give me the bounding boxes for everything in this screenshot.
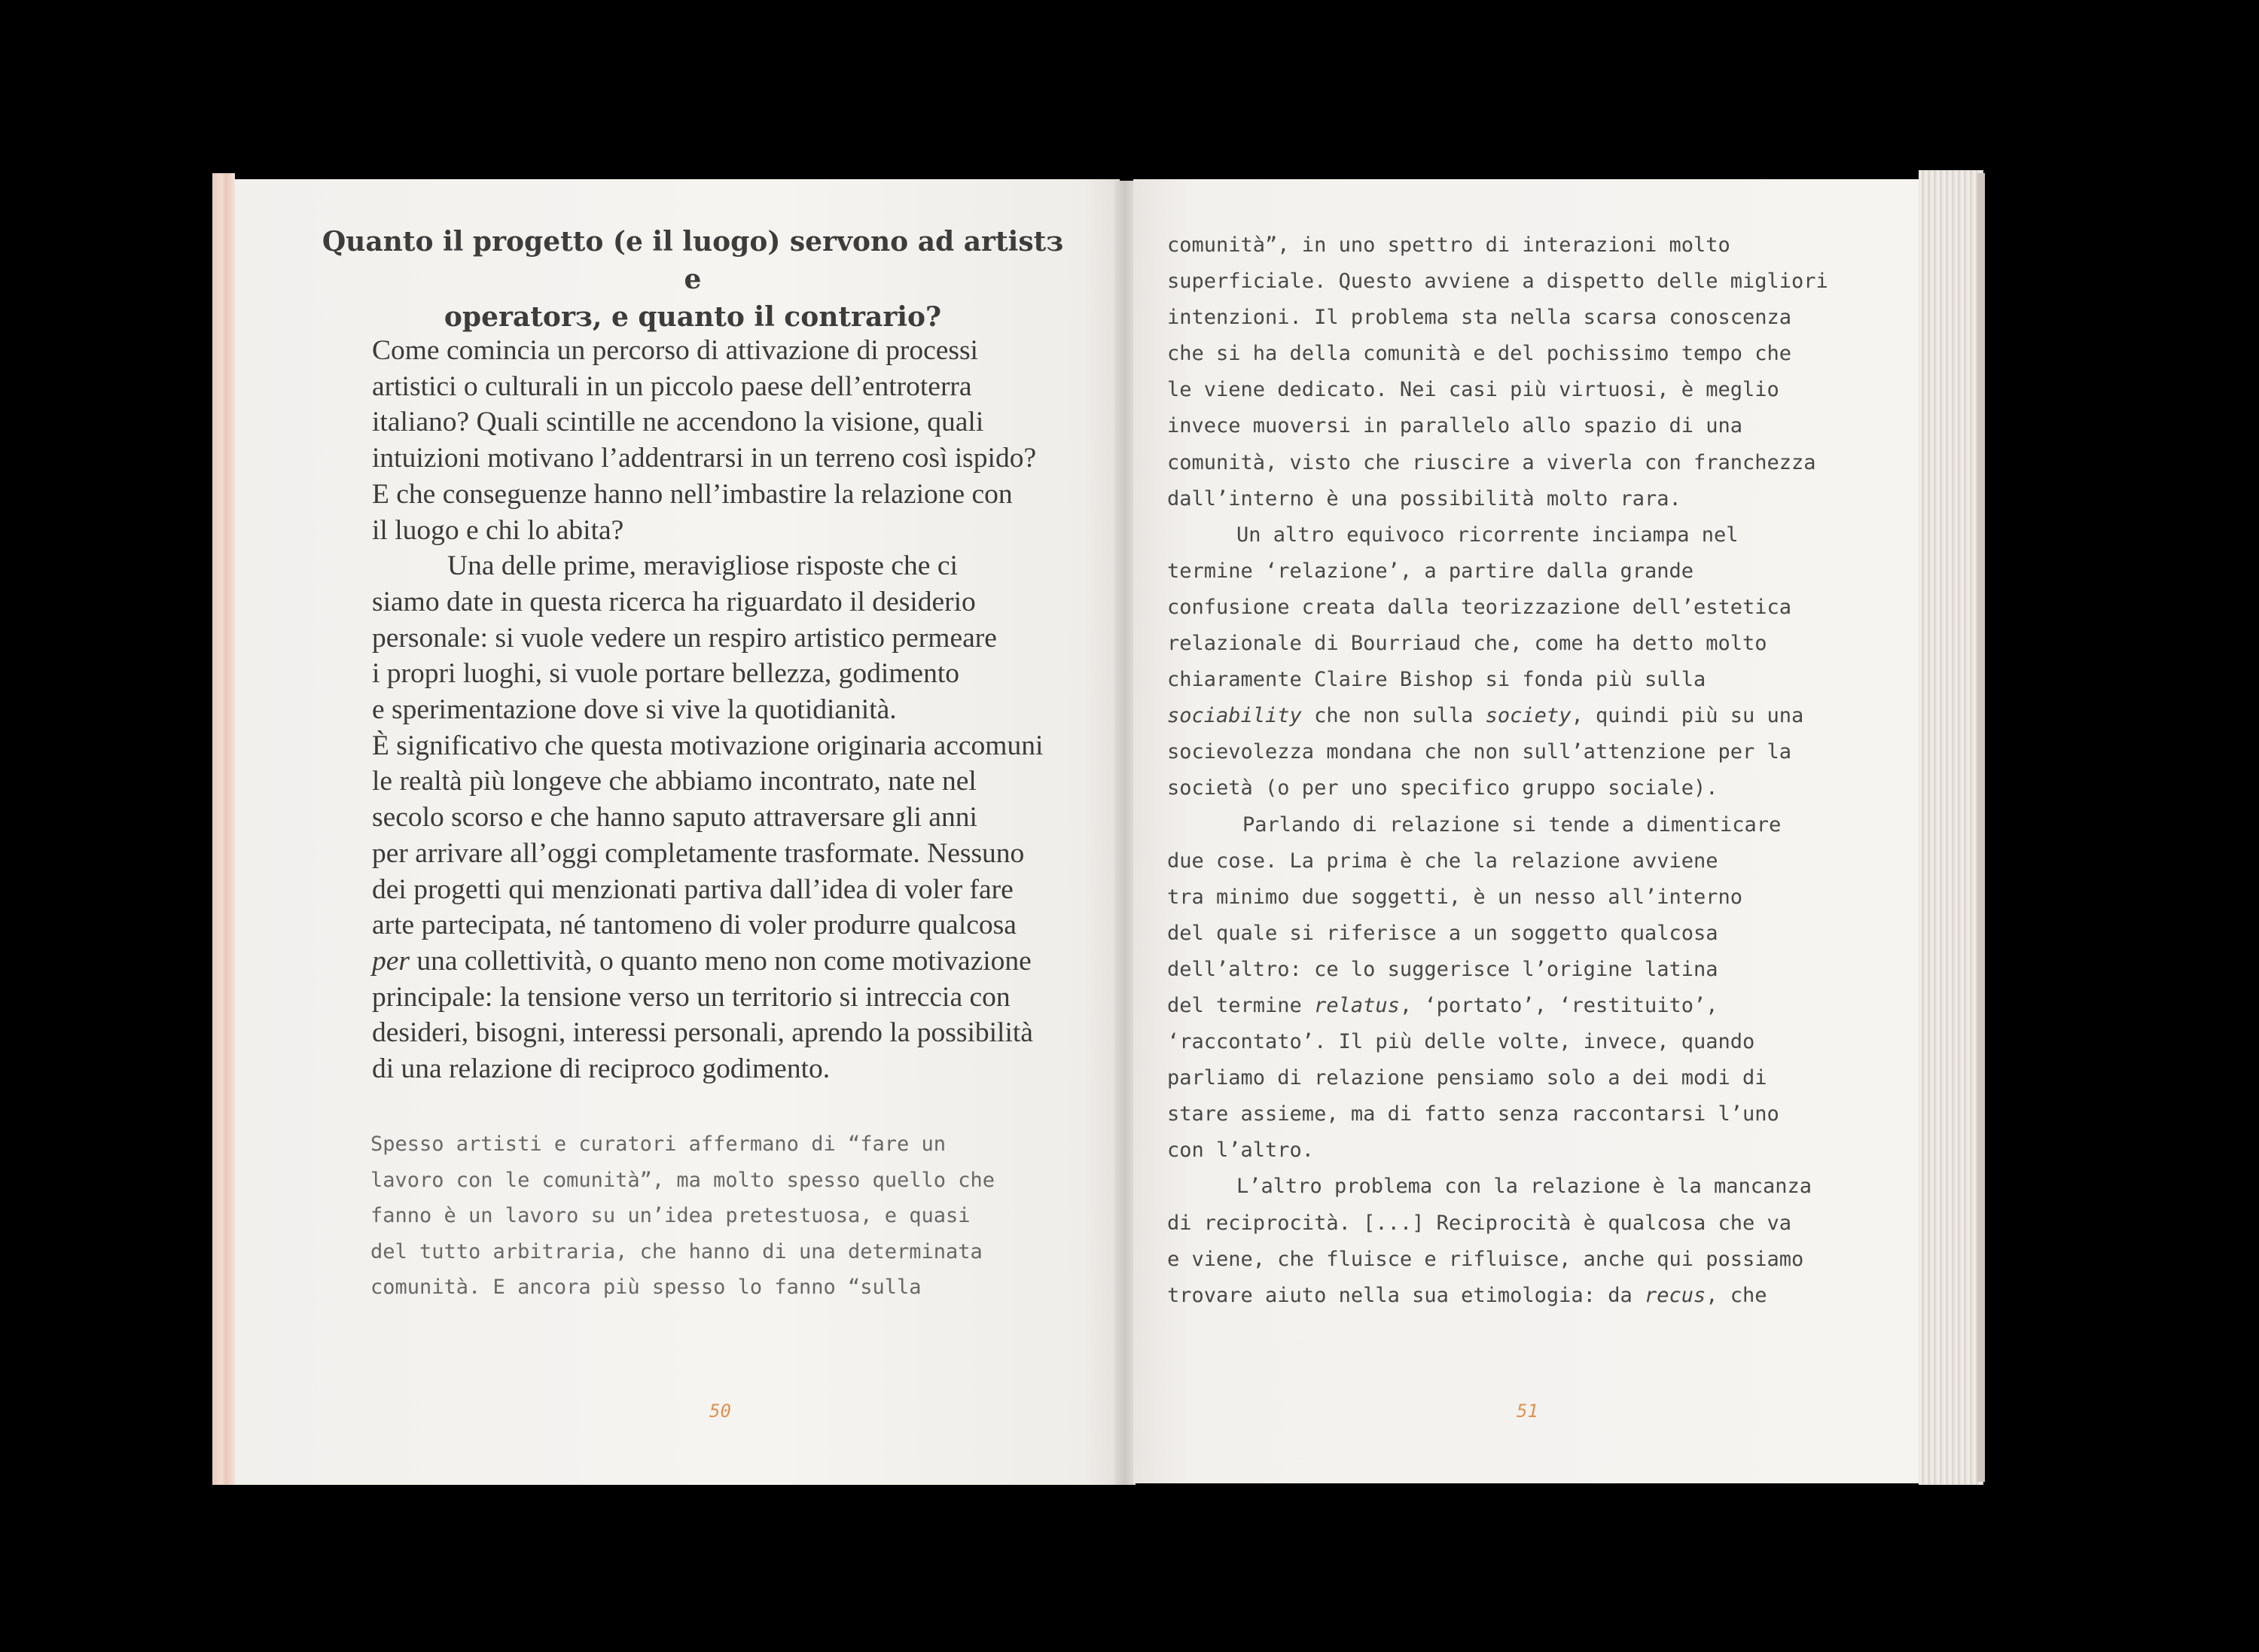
body-line: con l’altro. [1167,1138,1315,1163]
body-fragment: una collettività, o quanto meno non come motivazione [410,945,1032,977]
body-line: due cose. La prima è che la relazione avviene [1167,849,1718,873]
body-line: intuizioni motivano l’addentrarsi in un terreno così ispido? [372,443,1037,474]
body-line: tra minimo due soggetti, è un nesso all’interno [1167,885,1743,909]
body-line [1167,1278,1890,1314]
body-line: di una relazione di reciproco godimento. [372,1053,831,1085]
chapter-heading [316,223,1069,336]
page-number-left: 50 [709,1401,731,1422]
body-fragment: trovare aiuto nella sua etimologia: da [1167,1283,1645,1307]
italic-word: per [372,945,410,977]
body-line: e sperimentazione dove si vive la quotidianità. [372,694,897,726]
body-line: stare assieme, ma di fatto senza raccontarsi l’uno [1167,1102,1779,1126]
body-line: parliamo di relazione pensiamo solo a dei modi di [1167,1066,1767,1090]
book-gutter [1114,181,1136,1485]
body-line: dei progetti qui menzionati partiva dall’idea di voler fare [372,873,1014,905]
body-fragment: , che [1706,1283,1767,1307]
left-quote-text [370,1126,1093,1306]
body-line: del quale si riferisce a un soggetto qualcosa [1167,921,1718,945]
body-line: le viene dedicato. Nei casi più virtuosi, è meglio [1167,378,1779,402]
body-line: italiano? Quali scintille ne accendono la visione, quali [372,407,984,438]
body-line [1167,988,1890,1024]
body-line: personale: si vuole vedere un respiro artistico permeare [372,622,997,654]
page-number-right: 51 [1517,1401,1538,1422]
body-line: comunità”, in uno spettro di interazioni molto [1167,233,1730,257]
body-line: artistici o culturali in un piccolo paese dell’entroterra [372,370,972,402]
body-line: intenzioni. Il problema sta nella scarsa conoscenza [1167,306,1792,330]
italic-word: sociability [1167,704,1302,728]
body-line: e viene, che fluisce e rifluisce, anche qui possiamo [1167,1247,1804,1271]
body-line: Una delle prime, meravigliose risposte che ci [447,550,958,582]
body-line: socievolezza mondana che non sull’attenzione per la [1167,740,1792,764]
body-line: dall’interno è una possibilità molto rara. [1167,486,1681,511]
body-line: chiaramente Claire Bishop si fonda più sulla [1167,668,1706,692]
body-fragment: , quindi più su una [1571,704,1804,728]
body-line: confusione creata dalla teorizzazione dell’estetica [1167,595,1792,619]
body-line: per arrivare all’oggi completamente trasformate. Nessuno [372,837,1025,869]
right-body-text [1167,227,1890,1314]
italic-word: relatus [1314,993,1400,1017]
body-line: il luogo e chi lo abita? [372,514,624,546]
quote-line: fanno è un lavoro su un’idea pretestuosa, e quasi [370,1204,971,1227]
left-page-edges [212,173,235,1485]
body-line: superficiale. Questo avviene a dispetto delle migliori [1167,270,1828,294]
body-line: secolo scorso e che hanno saputo attraversare gli anni [372,802,977,834]
body-fragment: che non sulla [1301,704,1486,728]
body-line: relazionale di Bourriaud che, come ha detto molto [1167,632,1767,656]
body-line: società (o per uno specifico gruppo sociale). [1167,776,1718,800]
quote-line: lavoro con le comunità”, ma molto spesso quello che [370,1168,995,1192]
right-page-edges [1919,170,1983,1485]
body-line: invece muoversi in parallelo allo spazio di una [1167,414,1743,438]
body-line: desideri, bisogni, interessi personali, aprendo la possibilità [372,1017,1033,1049]
italic-word: society [1485,704,1572,728]
body-line: Parlando di relazione si tende a dimenticare [1242,812,1782,837]
body-line: È significativo che questa motivazione originaria accomuni [372,730,1044,761]
body-line: i propri luoghi, si vuole portare bellezza, godimento [372,658,959,690]
quote-line: Spesso artisti e curatori affermano di “fare un [370,1132,947,1156]
body-line: E che conseguenze hanno nell’imbastire la relazione con [372,478,1013,510]
body-line [1167,698,1890,734]
body-line: termine ‘relazione’, a partire dalla grande [1167,559,1693,583]
body-line: principale: la tensione verso un territorio si intreccia con [372,981,1011,1013]
body-line: L’altro problema con la relazione è la mancanza [1236,1175,1812,1199]
body-line: ‘raccontato’. Il più delle volte, invece, quando [1167,1030,1755,1054]
heading-line: Quanto il progetto (e il luogo) servono ad artistз e [322,226,1064,295]
body-line: Un altro equivoco ricorrente inciampa nel [1236,523,1739,547]
quote-line: del tutto arbitraria, che hanno di una determinata [370,1239,983,1263]
body-line: Come comincia un percorso di attivazione di processi [372,335,978,366]
body-line: siamo date in questa ricerca ha riguardato il desiderio [372,586,976,617]
heading-line: operatorз, e quanto il contrario? [444,301,942,333]
quote-line: comunità. E ancora più spesso lo fanno “sulla [370,1276,922,1299]
body-line: le realtà più longeve che abbiamo incontrato, nate nel [372,766,977,797]
italic-word: recus [1644,1283,1706,1307]
body-line: comunità, visto che riuscire a viverla con franchezza [1167,450,1816,474]
body-line: che si ha della comunità e del pochissimo tempo che [1167,342,1792,366]
body-line: arte partecipata, né tantomeno di voler produrre qualcosa [372,910,1017,941]
right-edge-shadow [1977,173,1985,1482]
body-line: di reciprocità. [...] Reciprocità è qualcosa che va [1167,1211,1792,1235]
left-body-text [372,333,1080,1087]
body-fragment: del termine [1167,993,1315,1017]
body-line: dell’altro: ce lo suggerisce l’origine latina [1167,957,1718,981]
body-fragment: , ‘portato’, ‘restituito’, [1399,993,1718,1017]
body-line [372,943,1080,980]
